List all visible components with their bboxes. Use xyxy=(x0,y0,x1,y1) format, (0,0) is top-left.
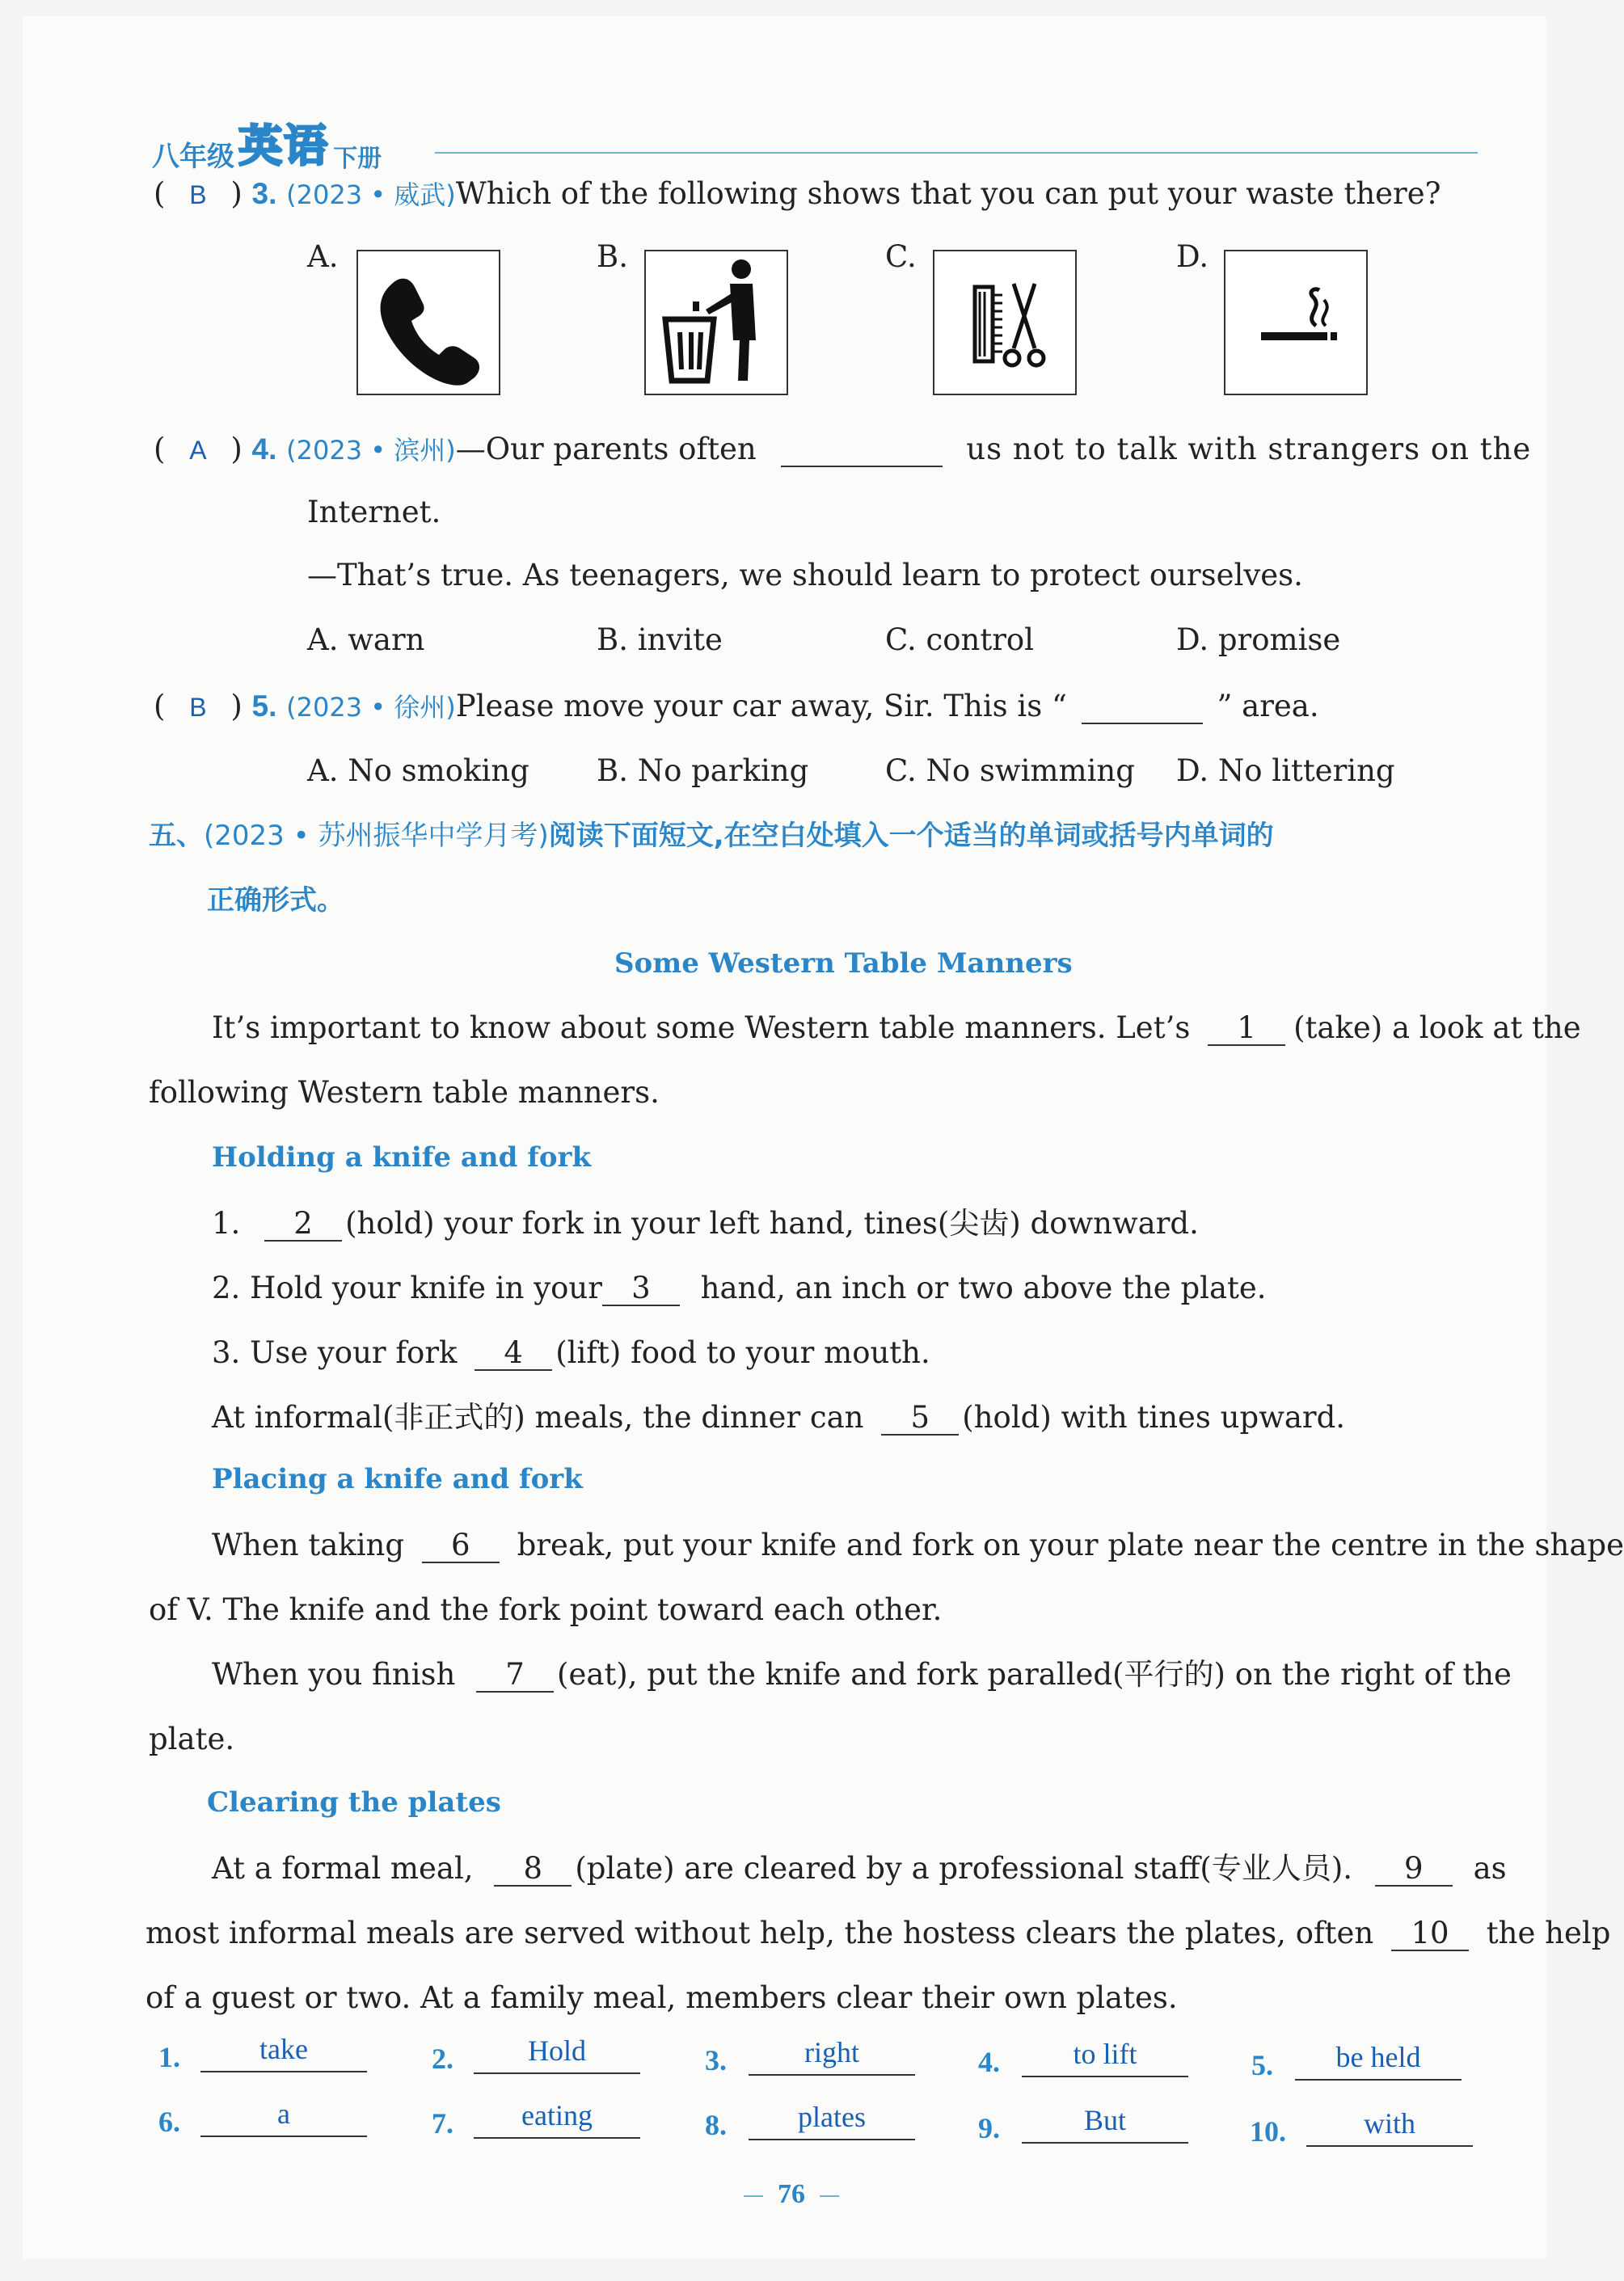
page-number: 76 xyxy=(778,2179,805,2209)
placing-line-4: plate. xyxy=(149,1722,235,1756)
blank-8: 8 xyxy=(494,1853,572,1887)
question-4-stem-b: us not to talk with strangers on the xyxy=(966,432,1532,466)
answer-value-10: with xyxy=(1363,2107,1415,2140)
footer-dash-left xyxy=(744,2195,763,2197)
answer-line-8[interactable] xyxy=(749,2103,915,2140)
answer-line-7[interactable] xyxy=(474,2099,640,2139)
footer-dash-right xyxy=(820,2195,839,2197)
clearing-line-1: At a formal meal, 8 (plate) are cleared by a professional staff(专业人员). 9 as xyxy=(212,1851,1507,1886)
answer-line-9[interactable] xyxy=(1022,2106,1188,2144)
section-5-marker: 五、 xyxy=(149,820,204,852)
answer-num-1: 1. xyxy=(158,2041,180,2073)
question-5-option-a: A. No smoking xyxy=(307,753,529,788)
answer-line-6[interactable] xyxy=(200,2100,367,2137)
section-5-instruction xyxy=(149,818,1274,854)
question-5-row: ( B ) 5. (2023 • 徐州)Please move your car away, Sir. This is “ ” area. xyxy=(154,689,1319,723)
placing-line-2: of V. The knife and the fork point toward each other. xyxy=(149,1592,943,1627)
answer-num-4: 4. xyxy=(978,2046,1000,2078)
telephone-icon xyxy=(356,250,500,395)
option-b-label: B. xyxy=(597,239,628,274)
answer-value-5: be held xyxy=(1335,2041,1421,2073)
page-footer xyxy=(744,2179,839,2210)
paragraph-1-line-1: It’s important to know about some Western table manners. Let’s 1 (take) a look at the xyxy=(212,1010,1581,1045)
question-5-option-c: C. No swimming xyxy=(885,753,1135,788)
header-grade: 八年级 xyxy=(152,141,234,173)
answer-value-9: But xyxy=(1083,2104,1126,2136)
header-volume: 下册 xyxy=(333,145,382,173)
clearing-line-3: of a guest or two. At a family meal, members clear their own plates. xyxy=(146,1980,1178,2015)
question-4-row: ( A ) 4. (2023 • 滨州)—Our parents often us not to talk with strangers on the xyxy=(154,432,1532,466)
answer-line-2[interactable] xyxy=(474,2034,640,2074)
question-5-option-b: B. No parking xyxy=(597,753,809,788)
page-header xyxy=(152,112,382,173)
question-3-row: ( B ) 3. (2023 • 威武)Which of the following shows that you can put your waste there? xyxy=(154,176,1441,211)
answer-num-5: 5. xyxy=(1251,2049,1273,2081)
blank-10: 10 xyxy=(1391,1917,1469,1951)
answer-line-4[interactable] xyxy=(1022,2040,1188,2077)
answer-value-8: plates xyxy=(798,2101,866,2133)
paragraph-1-line-2: following Western table manners. xyxy=(149,1075,660,1110)
question-4-answer: A xyxy=(189,436,207,465)
option-c-label: C. xyxy=(885,239,917,274)
answer-num-8: 8. xyxy=(705,2109,727,2141)
question-4-reply: —That’s true. As teenagers, we should learn to protect ourselves. xyxy=(307,558,1303,592)
answer-num-2: 2. xyxy=(432,2043,453,2075)
question-3-answer: B xyxy=(189,180,207,209)
blank-6: 6 xyxy=(422,1529,500,1563)
question-4-source: (2023 • 滨州) xyxy=(286,435,456,466)
answer-line-3[interactable] xyxy=(749,2036,915,2076)
placing-line-3: When you finish 7 (eat), put the knife and fork paralled(平行的) on the right of the xyxy=(212,1657,1512,1692)
question-3-stem: Which of the following shows that you can put your waste there? xyxy=(455,176,1441,211)
answer-value-6: a xyxy=(277,2098,290,2130)
question-5-option-d: D. No littering xyxy=(1176,753,1395,788)
header-subject: 英语 xyxy=(238,120,330,171)
answer-num-6: 6. xyxy=(158,2106,180,2138)
question-5-number: 5. xyxy=(251,689,277,723)
question-4-option-c: C. control xyxy=(885,622,1035,657)
answer-value-2: Hold xyxy=(528,2034,586,2067)
question-4-option-a: A. warn xyxy=(307,622,425,657)
answer-value-1: take xyxy=(259,2033,308,2065)
question-3-source: (2023 • 威武) xyxy=(286,179,456,210)
subheading-clearing: Clearing the plates xyxy=(207,1786,501,1819)
holding-item-4: At informal(非正式的) meals, the dinner can 5 (hold) with tines upward. xyxy=(212,1400,1346,1435)
answer-value-7: eating xyxy=(521,2099,593,2131)
smoking-icon xyxy=(1224,250,1368,395)
blank-2: 2 xyxy=(264,1208,342,1242)
section-5-instruction-a: 阅读下面短文,在空白处填入一个适当的单词或括号内单词的 xyxy=(548,820,1274,852)
question-5-blank xyxy=(1082,690,1203,724)
answer-num-9: 9. xyxy=(978,2112,1000,2144)
option-d-label: D. xyxy=(1176,239,1209,274)
question-4-blank xyxy=(781,433,943,467)
placing-line-1: When taking 6 break, put your knife and fork on your plate near the centre in the shape xyxy=(212,1528,1624,1562)
answer-value-4: to lift xyxy=(1073,2038,1137,2070)
section-5-instruction-b: 正确形式。 xyxy=(207,884,344,917)
subheading-holding: Holding a knife and fork xyxy=(212,1141,592,1174)
question-5-stem-a: Please move your car away, Sir. This is “ xyxy=(455,689,1067,723)
question-4-option-b: B. invite xyxy=(597,622,723,657)
question-4-stem-a: —Our parents often xyxy=(455,432,757,466)
blank-9: 9 xyxy=(1375,1853,1453,1887)
clearing-line-2: most informal meals are served without help, the hostess clears the plates, often 10 the help xyxy=(146,1916,1611,1950)
section-5-source: (2023 • 苏州振华中学月考) xyxy=(204,820,549,852)
litter-bin-icon xyxy=(644,250,788,395)
passage-title: Some Western Table Manners xyxy=(614,947,1073,980)
question-4-number: 4. xyxy=(251,432,277,466)
question-3-number: 3. xyxy=(251,177,277,210)
question-5-stem-b: ” area. xyxy=(1217,689,1319,723)
answer-line-5[interactable] xyxy=(1295,2043,1462,2081)
question-4-option-d: D. promise xyxy=(1176,622,1341,657)
subheading-placing: Placing a knife and fork xyxy=(212,1463,583,1495)
header-rule xyxy=(435,152,1478,154)
question-4-stem-c: Internet. xyxy=(307,495,441,529)
blank-1: 1 xyxy=(1208,1012,1285,1046)
answer-num-10: 10. xyxy=(1250,2115,1286,2148)
option-a-label: A. xyxy=(307,239,339,274)
holding-item-1: 1. 2 (hold) your fork in your left hand, tines(尖齿) downward. xyxy=(212,1206,1199,1241)
haircut-icon xyxy=(933,250,1077,395)
answer-num-3: 3. xyxy=(705,2044,727,2077)
blank-3: 3 xyxy=(602,1272,680,1306)
holding-item-3: 3. Use your fork 4 (lift) food to your mouth. xyxy=(212,1335,930,1370)
holding-item-2: 2. Hold your knife in your 3 hand, an inch or two above the plate. xyxy=(212,1271,1267,1305)
answer-line-10[interactable] xyxy=(1306,2107,1473,2147)
blank-7: 7 xyxy=(476,1659,554,1693)
answer-line-1[interactable] xyxy=(200,2035,367,2072)
answer-num-7: 7. xyxy=(432,2107,453,2140)
blank-5: 5 xyxy=(881,1402,959,1436)
answer-value-3: right xyxy=(804,2036,859,2068)
question-5-answer: B xyxy=(189,693,207,722)
question-5-source: (2023 • 徐州) xyxy=(286,692,456,723)
blank-4: 4 xyxy=(475,1337,552,1371)
